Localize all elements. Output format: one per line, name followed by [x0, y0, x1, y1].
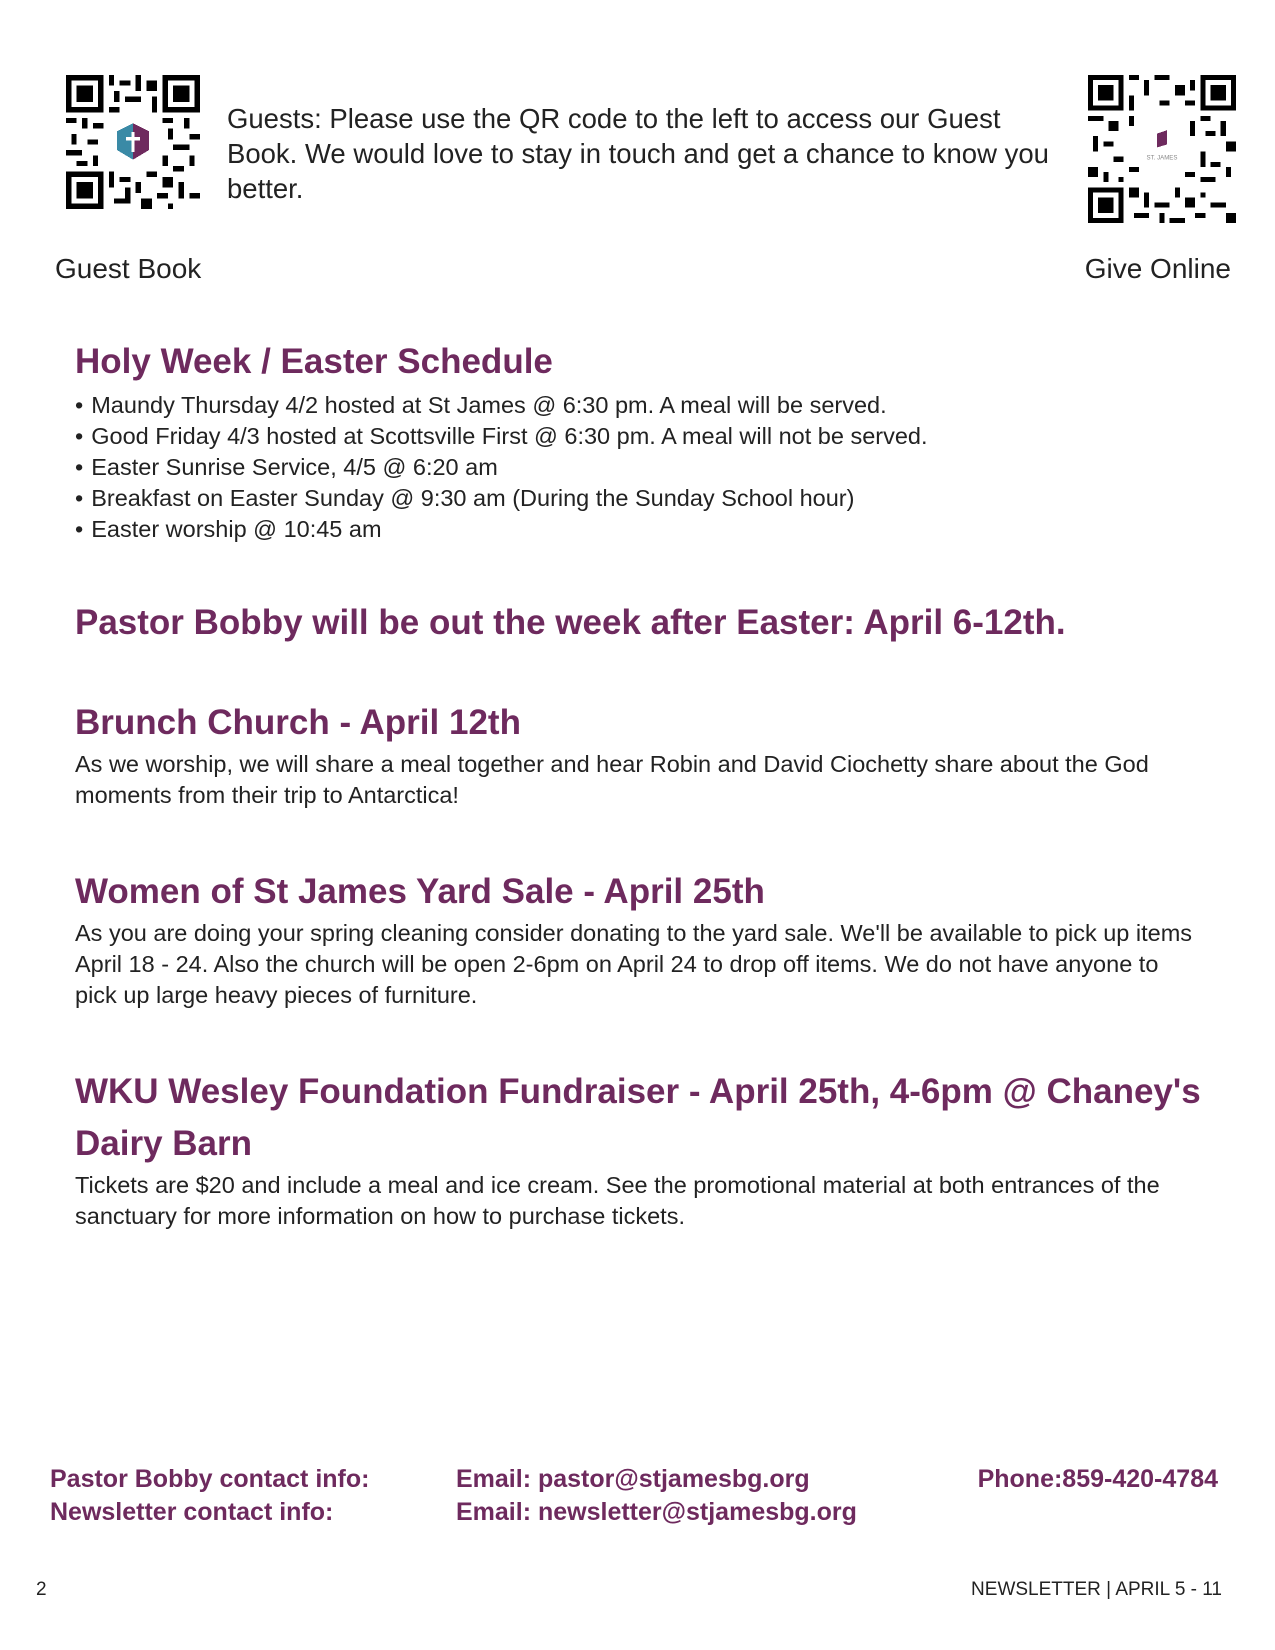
qr-code-icon	[1088, 75, 1236, 223]
st-james-logo-icon	[109, 118, 157, 166]
wku-section	[75, 1066, 1205, 1232]
yard-sale-body: As you are doing your spring cleaning consider donating to the yard sale. We'll be available to pick up items April 18 - 24. Also the church will be open 2-6pm on April 24 to drop off items. We do not have anyone to pick up large heavy pieces of furniture.	[75, 920, 1193, 1008]
wku-body: Tickets are $20 and include a meal and ice cream. See the promotional material at both entrances of the sanctuary for more information on how to purchase tickets.	[75, 1172, 1160, 1229]
pastor-contact-label: Pastor Bobby contact info:	[50, 1465, 370, 1493]
brunch-section	[75, 697, 1205, 811]
newsletter-email-link[interactable]: Email: newsletter@stjamesbg.org	[456, 1498, 857, 1526]
guest-message: Guests: Please use the QR code to the left to access our Guest Book. We would love to stay in touch and get a chance to know you better.	[227, 103, 1049, 204]
list-item: • Good Friday 4/3 hosted at Scottsville First @ 6:30 pm. A meal will not be served.	[75, 421, 1205, 452]
holy-week-list	[75, 390, 1205, 545]
newsletter-footer-label: NEWSLETTER | APRIL 5 - 11	[971, 1579, 1222, 1600]
pastor-phone[interactable]: Phone:859-420-4784	[977, 1465, 1218, 1493]
pastor-notice-section	[75, 597, 1205, 649]
yard-sale-title: Women of St James Yard Sale - April 25th	[75, 872, 765, 911]
contact-labels	[50, 1463, 369, 1529]
list-item: • Breakfast on Easter Sunday @ 9:30 am (During the Sunday School hour)	[75, 483, 1205, 514]
qr-logo-text: ST. JAMES	[1146, 154, 1178, 162]
holy-week-title: Holy Week / Easter Schedule	[75, 342, 553, 381]
page-number: 2	[36, 1579, 47, 1600]
guest-book-caption: Guest Book	[55, 253, 202, 284]
holy-week-section	[75, 336, 1205, 545]
list-item: • Easter Sunrise Service, 4/5 @ 6:20 am	[75, 452, 1205, 483]
yard-sale-section	[75, 866, 1205, 1011]
qr-code-icon	[66, 75, 200, 209]
brunch-title: Brunch Church - April 12th	[75, 703, 521, 742]
pastor-email-link[interactable]: Email: pastor@stjamesbg.org	[456, 1465, 810, 1493]
pastor-notice: Pastor Bobby will be out the week after Easter: April 6-12th.	[75, 603, 1066, 642]
list-item: • Maundy Thursday 4/2 hosted at St James @ 6:30 pm. A meal will be served.	[75, 390, 1205, 421]
brunch-body: As we worship, we will share a meal together and hear Robin and David Ciochetty share about the God moments from their trip to Antarctica!	[75, 751, 1149, 808]
give-online-qr-code[interactable]	[1088, 75, 1236, 223]
list-item: • Easter worship @ 10:45 am	[75, 514, 1205, 545]
contact-emails	[456, 1463, 857, 1529]
wku-title: WKU Wesley Foundation Fundraiser - April 25th, 4-6pm @ Chaney's Dairy Barn	[75, 1072, 1201, 1163]
give-online-caption: Give Online	[1084, 253, 1231, 284]
newsletter-contact-label: Newsletter contact info:	[50, 1498, 334, 1526]
st-james-logo-icon	[1139, 126, 1185, 172]
guest-book-qr-code[interactable]	[66, 75, 200, 209]
